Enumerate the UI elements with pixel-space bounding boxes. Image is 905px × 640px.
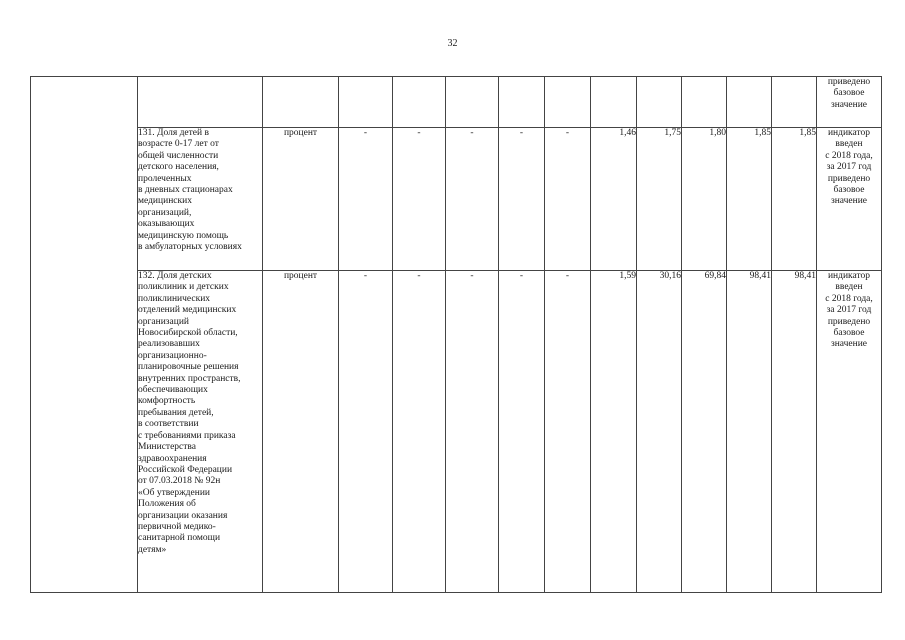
indicator-table xyxy=(30,76,882,593)
table-row xyxy=(31,77,882,128)
section-cell xyxy=(31,77,138,593)
value-cell: - xyxy=(339,128,393,271)
value-cell: - xyxy=(393,128,446,271)
table-row xyxy=(31,271,882,593)
value-cell: - xyxy=(545,128,591,271)
value-cell: - xyxy=(499,128,545,271)
table-row xyxy=(31,128,882,271)
value-cell: 1,46 xyxy=(591,128,637,271)
unit-cell: процент xyxy=(263,128,339,271)
value-cell: 1,80 xyxy=(682,128,727,271)
value-cell: 69,84 xyxy=(682,271,727,593)
indicator-name: 132. Доля детских поликлиник и детских поликлинических отделений медицинских организаций Новосибирской области, реализовавших организационно- планировочные решения внутренних пространств, обеспечивающих комфортность пребывания детей, в соответствии с требованиями приказа Министерства здравоохранения Российской Федерации от 07.03.2018 № 92н «Об утверждении Положения об организации оказания первичной медико- санитарной помощи детям» xyxy=(138,271,263,593)
indicator-name: 131. Доля детей в возрасте 0-17 лет от общей численности детского населения, пролеченных в дневных стационарах медицинских организаций, оказывающих медицинскую помощь в амбулаторных условиях xyxy=(138,128,263,271)
unit-cell: процент xyxy=(263,271,339,593)
value-cell: 1,85 xyxy=(772,128,817,271)
note-cell xyxy=(817,77,882,128)
value-cell: - xyxy=(446,271,499,593)
value-cell: - xyxy=(545,271,591,593)
value-cell: - xyxy=(339,271,393,593)
value-cell: 98,41 xyxy=(772,271,817,593)
note-line: базовое xyxy=(833,88,865,99)
unit-cell xyxy=(263,77,339,128)
value-cell: 98,41 xyxy=(727,271,772,593)
value-cell: 1,59 xyxy=(591,271,637,593)
value-cell: - xyxy=(393,271,446,593)
value-cell: - xyxy=(499,271,545,593)
value-cell: 1,85 xyxy=(727,128,772,271)
note-line: значение xyxy=(830,99,868,110)
value-cell: 1,75 xyxy=(637,128,682,271)
page-number: 32 xyxy=(447,38,458,49)
name-cell xyxy=(138,77,263,128)
value-cell: 30,16 xyxy=(637,271,682,593)
note-cell: индикатор введен с 2018 года, за 2017 год приведено базовое значение xyxy=(817,271,882,593)
value-cell: - xyxy=(446,128,499,271)
note-line: приведено xyxy=(827,77,871,87)
note-cell: индикатор введен с 2018 года, за 2017 год приведено базовое значение xyxy=(817,128,882,271)
